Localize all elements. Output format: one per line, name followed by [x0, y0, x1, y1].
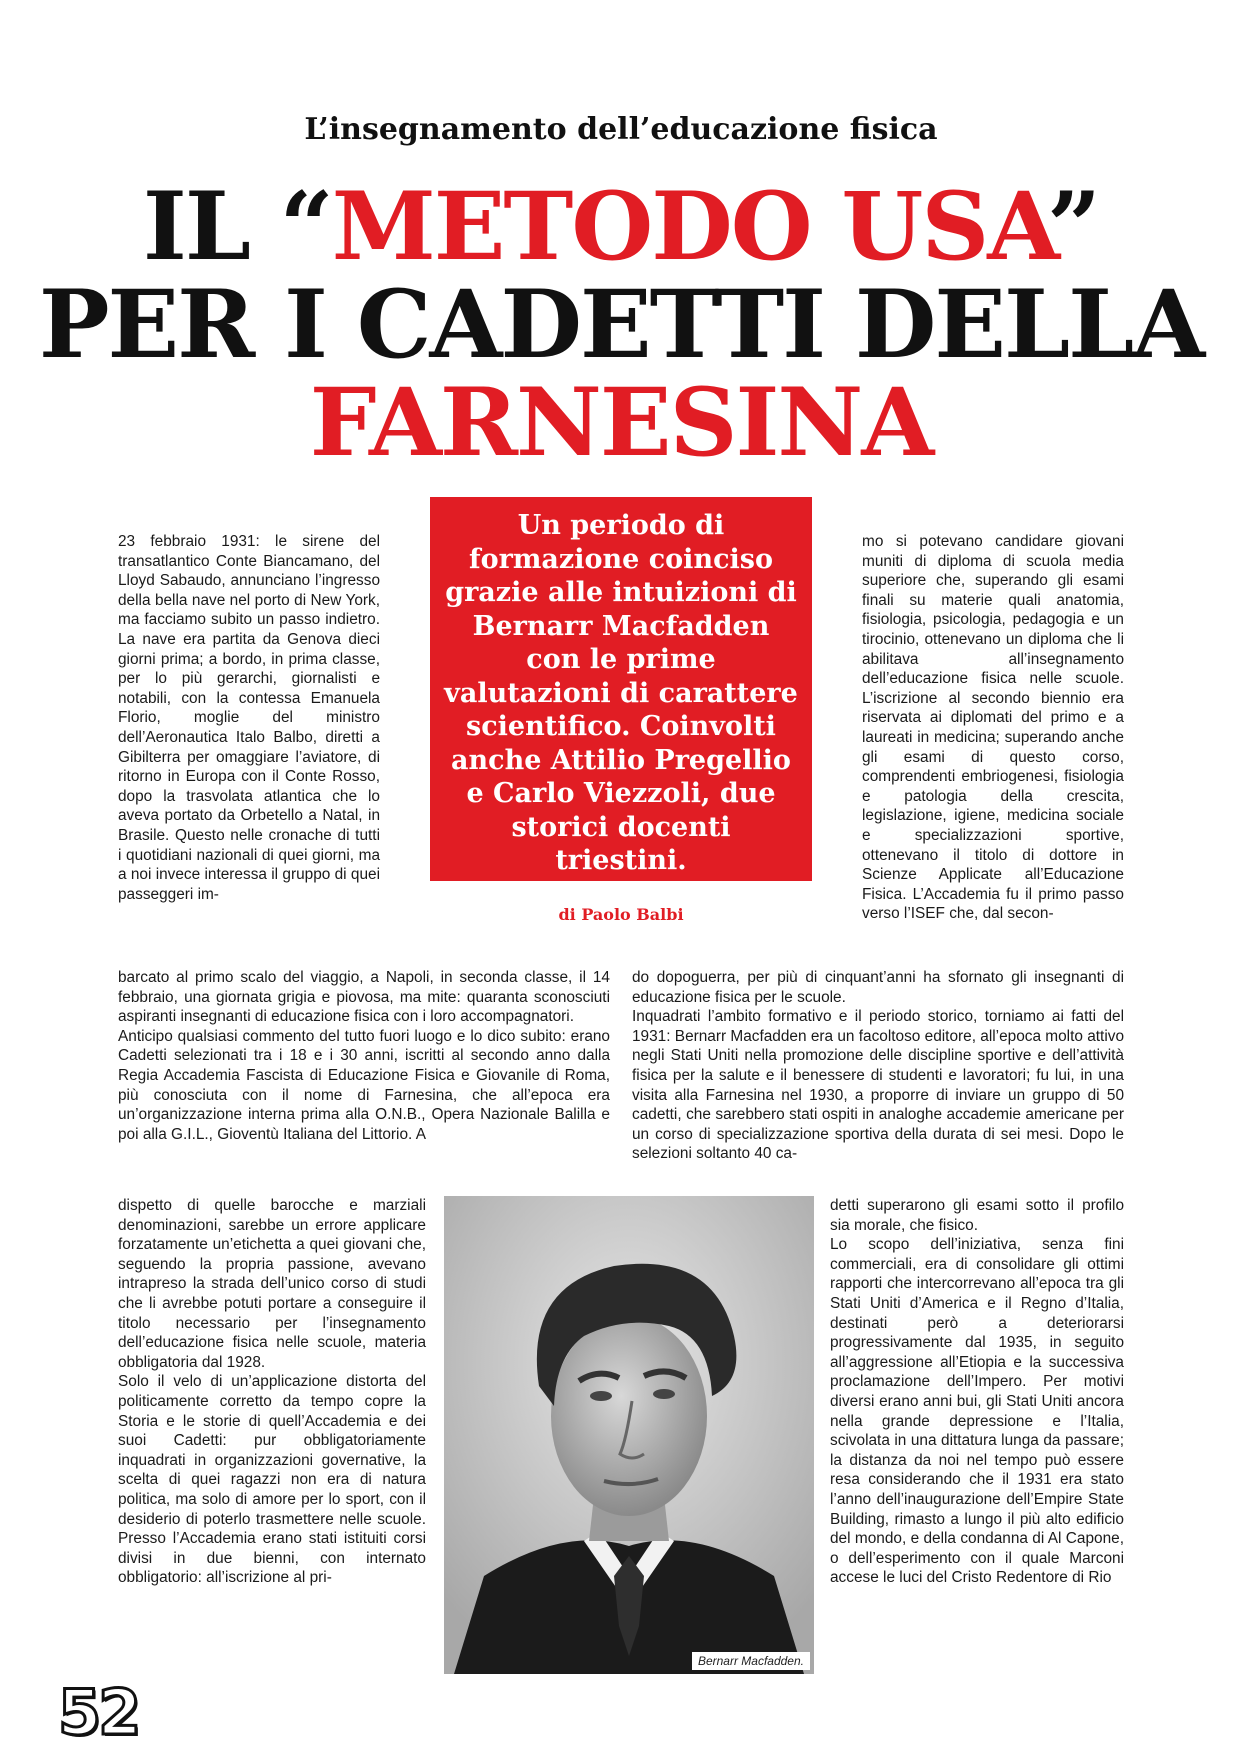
paragraph: 23 febbraio 1931: le sirene del transatlantico Conte Biancamano, del Lloyd Sabaudo, annunciano l’ingresso della bella nave nel porto di New York, ma facciamo subito un passo indietro. La nave era partita da Genova dieci giorni prima; a bordo, in prima classe, per lo più gerarchi, giornalisti e notabili, con la contessa Emanuela Florio, moglie del ministro dell’Aeronautica Italo Balbo, diretti a Gibilterra per omaggiare l’aviatore, di ritorno in Europa con il Conte Rosso, dopo la trasvolata atlantica che lo aveva portato da Orbetello a Natal, in Brasile. Questo nelle cronache di tutti i quotidiani nazionali di quei giorni, ma a noi invece interessa il gruppo di quei passeggeri im- [118, 533, 380, 903]
pull-quote-box [430, 497, 812, 881]
headline-line-3: FARNESINA [309, 368, 933, 478]
headline-close: ” [1047, 172, 1100, 282]
paragraph: barcato al primo scalo del viaggio, a Napoli, in seconda classe, il 14 febbraio, una giornata grigia e piovosa, ma mite: quaranta sconosciuti aspiranti insegnanti di educazione fisica con i loro accompagnatori. [118, 969, 610, 1026]
headline-line-2: PER I CADETTI DELLA [38, 270, 1204, 380]
page-number: 52 [58, 1676, 139, 1749]
column-mid-left [118, 968, 610, 1144]
headline-open: IL “ [142, 172, 332, 282]
author-byline: di Paolo Balbi [558, 905, 684, 924]
column-bottom-left [118, 1196, 426, 1588]
article-kicker: L’insegnamento dell’educazione fisica [304, 112, 938, 147]
portrait-illustration [444, 1196, 814, 1674]
pull-quote-text: Un periodo di formazione coinciso grazie alle intuizioni di Bernarr Macfadden con le prime valutazioni di carattere scientifico. Coinvolti anche Attilio Pregellio e Carlo Viezzoli, due storici docenti triestini. [444, 510, 798, 876]
column-left-top [118, 532, 380, 904]
column-right-top [862, 532, 1124, 924]
column-mid-right [632, 968, 1124, 1164]
headline-line-1 [0, 172, 1242, 282]
paragraph: mo si potevano candidare giovani muniti di diploma di scuola media superiore che, superando gli esami finali su materie quali anatomia, fisiologia, psicologia, pedagogia e un tirocinio, ottenevano un diploma che li abilitava all’insegnamento dell’educazione fisica nelle scuole. L’iscrizione al secondo biennio era riservata ai diplomati del primo e a laureati in medicina; superando anche gli esami di questo corso, comprendenti embriogenesi, fisiologia e patologia della crescita, legislazione, igiene, medicina sociale e specializzazioni sportive, ottenevano il titolo di dottore in Scienze Applicate all’Educazione Fisica. L’Accademia fu il primo passo verso l’ISEF che, dal secon- [862, 533, 1124, 923]
paragraph: Anticipo qualsiasi commento del tutto fuori luogo e lo dico subito: erano Cadetti selezionati tra i 18 e i 30 anni, iscritti al secondo anno dalla Regia Accademia Fascista di Educazione Fisica e Giovanile di Roma, più conosciuta con il nome di Farnesina, che all’epoca era un’organizzazione interna prima alla O.N.B., Opera Nazionale Balilla e poi alla G.I.L., Gioventù Italiana del Littorio. A [118, 1027, 610, 1143]
paragraph: dispetto di quelle barocche e marziali denominazioni, sarebbe un errore applicare forzatamente un’etichetta a quei giovani che, seguendo la propria passione, avevano intrapreso la strada dell’unico corso di studi che li avrebbe potuti portare a conseguire il titolo necessario per l’insegnamento dell’educazione fisica nelle scuole, materia obbligatoria dal 1928. [118, 1197, 426, 1371]
article-headline [0, 172, 1242, 478]
headline-highlight: METODO USA [331, 172, 1048, 282]
paragraph: Solo il velo di un’applicazione distorta del politicamente corretto da tempo copre la Storia e le storie di quell’Accademia e dei suoi Cadetti: pur obbligatoriamente inquadrati in organizzazioni governative, la scelta di quei ragazzi non era di natura politica, ma solo di amore per lo sport, con il desiderio di poterlo trasmettere nelle scuole. Presso l’Accademia erano stati istituiti corsi divisi in due bienni, con internato obbligatorio: all’iscrizione al pri- [118, 1373, 426, 1587]
photo-caption: Bernarr Macfadden. [692, 1652, 810, 1670]
column-bottom-right [830, 1196, 1124, 1588]
portrait-photo [444, 1196, 814, 1674]
paragraph: do dopoguerra, per più di cinquant’anni ha sfornato gli insegnanti di educazione fisica per le scuole. [632, 969, 1124, 1006]
paragraph: Lo scopo dell’iniziativa, senza fini commerciali, era di consolidare gli ottimi rapporti che intercorrevano all’epoca tra gli Stati Uniti d’America e il Regno d’Italia, destinati però a deteriorarsi progressivamente dal 1935, in seguito all’aggressione all’Etiopia e la successiva proclamazione dell’Impero. Per motivi diversi erano anni bui, gli Stati Uniti ancora nella grande depressione e l’Italia, scivolata in una dittatura lunga da passare; la distanza da noi nel tempo può essere resa considerando che il 1931 era stato l’anno dell’inaugurazione dell’Empire State Building, rimasto a lungo il più alto edificio del mondo, e della condanna di Al Capone, o dell’esperimento con il quale Marconi accese le luci del Cristo Redentore di Rio [830, 1236, 1124, 1587]
paragraph: Inquadrati l’ambito formativo e il periodo storico, torniamo ai fatti del 1931: Bernarr Macfadden era un facoltoso editore, all’epoca molto attivo negli Stati Uniti nella promozione delle discipline sportive e dell’attività fisica per la salute e il benessere di studenti e lavoratori; fu lui, in una visita alla Farnesina nel 1930, a proporre di inviare un gruppo di 50 cadetti, che sarebbero stati ospiti in analoghe accademie americane per un corso di specializzazione sportiva della durata di sei mesi. Dopo le selezioni soltanto 40 ca- [632, 1008, 1124, 1163]
paragraph: detti superarono gli esami sotto il profilo sia morale, che fisico. [830, 1197, 1124, 1234]
